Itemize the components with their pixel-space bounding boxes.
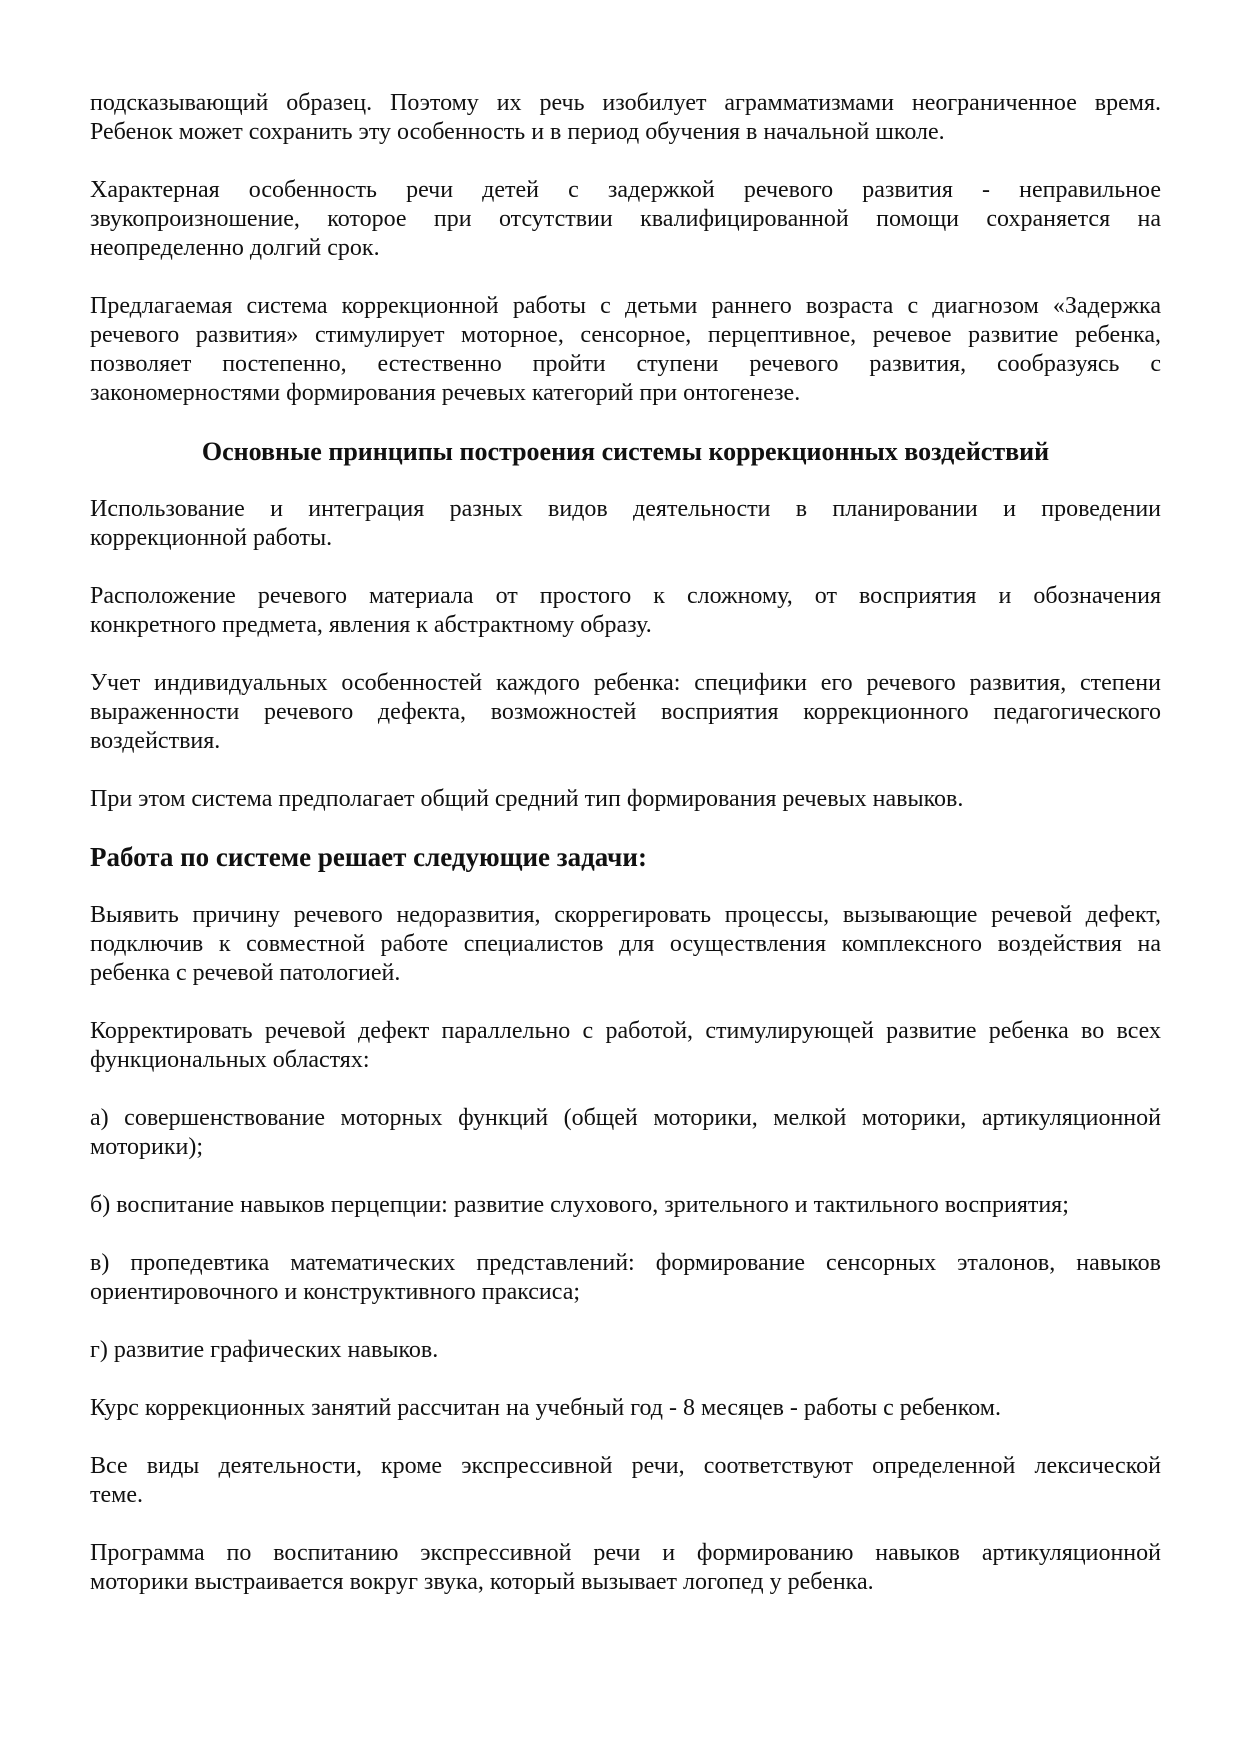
text-line: г) развитие графических навыков. bbox=[90, 1337, 439, 1363]
paragraph bbox=[90, 582, 1161, 640]
paragraph bbox=[90, 1017, 1161, 1075]
text-line: Предлагаемая система коррекционной работы с детьми раннего возраста с диагнозом «Задержка bbox=[90, 293, 1161, 319]
text-line: моторики выстраивается вокруг звука, который вызывает логопед у ребенка. bbox=[90, 1569, 874, 1595]
paragraph bbox=[90, 669, 1161, 756]
paragraph bbox=[90, 1394, 1161, 1423]
text-line: а) совершенствование моторных функций (общей моторики, мелкой моторики, артикуляционной bbox=[90, 1105, 1161, 1131]
text-line: б) воспитание навыков перцепции: развитие слухового, зрительного и тактильного восприятия; bbox=[90, 1192, 1069, 1218]
text-line: функциональных областях: bbox=[90, 1047, 370, 1073]
text-line: Все виды деятельности, кроме экспрессивной речи, соответствуют определенной лексической bbox=[90, 1453, 1161, 1479]
text-line: неопределенно долгий срок. bbox=[90, 235, 380, 261]
paragraph bbox=[90, 1191, 1161, 1220]
section-heading-tasks: Работа по системе решает следующие задачи: bbox=[90, 842, 647, 872]
text-line: ориентировочного и конструктивного праксиса; bbox=[90, 1279, 581, 1305]
text-line: При этом система предполагает общий средний тип формирования речевых навыков. bbox=[90, 786, 964, 812]
paragraph bbox=[90, 1452, 1161, 1510]
text-line: коррекционной работы. bbox=[90, 525, 333, 551]
text-line: Программа по воспитанию экспрессивной речи и формированию навыков артикуляционной bbox=[90, 1540, 1161, 1566]
text-line: звукопроизношение, которое при отсутствии квалифицированной помощи сохраняется на bbox=[90, 206, 1161, 232]
paragraph bbox=[90, 1336, 1161, 1365]
text-line: речевого развития» стимулирует моторное, сенсорное, перцептивное, речевое развитие ребенка, bbox=[90, 322, 1161, 348]
paragraph bbox=[90, 89, 1161, 147]
paragraph bbox=[90, 292, 1161, 408]
text-line: подключив к совместной работе специалистов для осуществления комплексного воздействия на bbox=[90, 931, 1161, 957]
text-line: Расположение речевого материала от простого к сложному, от восприятия и обозначения bbox=[90, 583, 1161, 609]
text-line: Курс коррекционных занятий рассчитан на учебный год - 8 месяцев - работы с ребенком. bbox=[90, 1395, 1001, 1421]
document-page bbox=[90, 89, 1161, 1626]
text-line: конкретного предмета, явления к абстрактному образу. bbox=[90, 612, 652, 638]
text-line: Ребенок может сохранить эту особенность и в период обучения в начальной школе. bbox=[90, 119, 945, 145]
paragraph bbox=[90, 1104, 1161, 1162]
text-line: Характерная особенность речи детей с задержкой речевого развития - неправильное bbox=[90, 177, 1161, 203]
text-line: выраженности речевого дефекта, возможностей восприятия коррекционного педагогического bbox=[90, 699, 1161, 725]
text-line: Учет индивидуальных особенностей каждого ребенка: специфики его речевого развития, степени bbox=[90, 670, 1161, 696]
paragraph bbox=[90, 901, 1161, 988]
paragraph bbox=[90, 1539, 1161, 1597]
section-heading-principles: Основные принципы построения системы коррекционных воздействий bbox=[201, 437, 1050, 466]
text-line: Использование и интеграция разных видов деятельности в планировании и проведении bbox=[90, 496, 1161, 522]
paragraph bbox=[90, 495, 1161, 553]
text-line: Выявить причину речевого недоразвития, скоррегировать процессы, вызывающие речевой дефект, bbox=[90, 902, 1161, 928]
text-line: воздействия. bbox=[90, 728, 221, 754]
text-line: позволяет постепенно, естественно пройти ступени речевого развития, сообразуясь с bbox=[90, 351, 1161, 377]
text-line: моторики); bbox=[90, 1134, 204, 1160]
text-line: подсказывающий образец. Поэтому их речь изобилует аграмматизмами неограниченное время. bbox=[90, 90, 1161, 116]
text-line: ребенка с речевой патологией. bbox=[90, 960, 401, 986]
text-line: закономерностями формирования речевых категорий при онтогенезе. bbox=[90, 380, 801, 406]
paragraph bbox=[90, 1249, 1161, 1307]
text-line: теме. bbox=[90, 1482, 143, 1508]
paragraph bbox=[90, 785, 1161, 814]
text-line: Корректировать речевой дефект параллельно с работой, стимулирующей развитие ребенка во всех bbox=[90, 1018, 1161, 1044]
text-line: в) пропедевтика математических представлений: формирование сенсорных эталонов, навыков bbox=[90, 1250, 1161, 1276]
paragraph bbox=[90, 176, 1161, 263]
